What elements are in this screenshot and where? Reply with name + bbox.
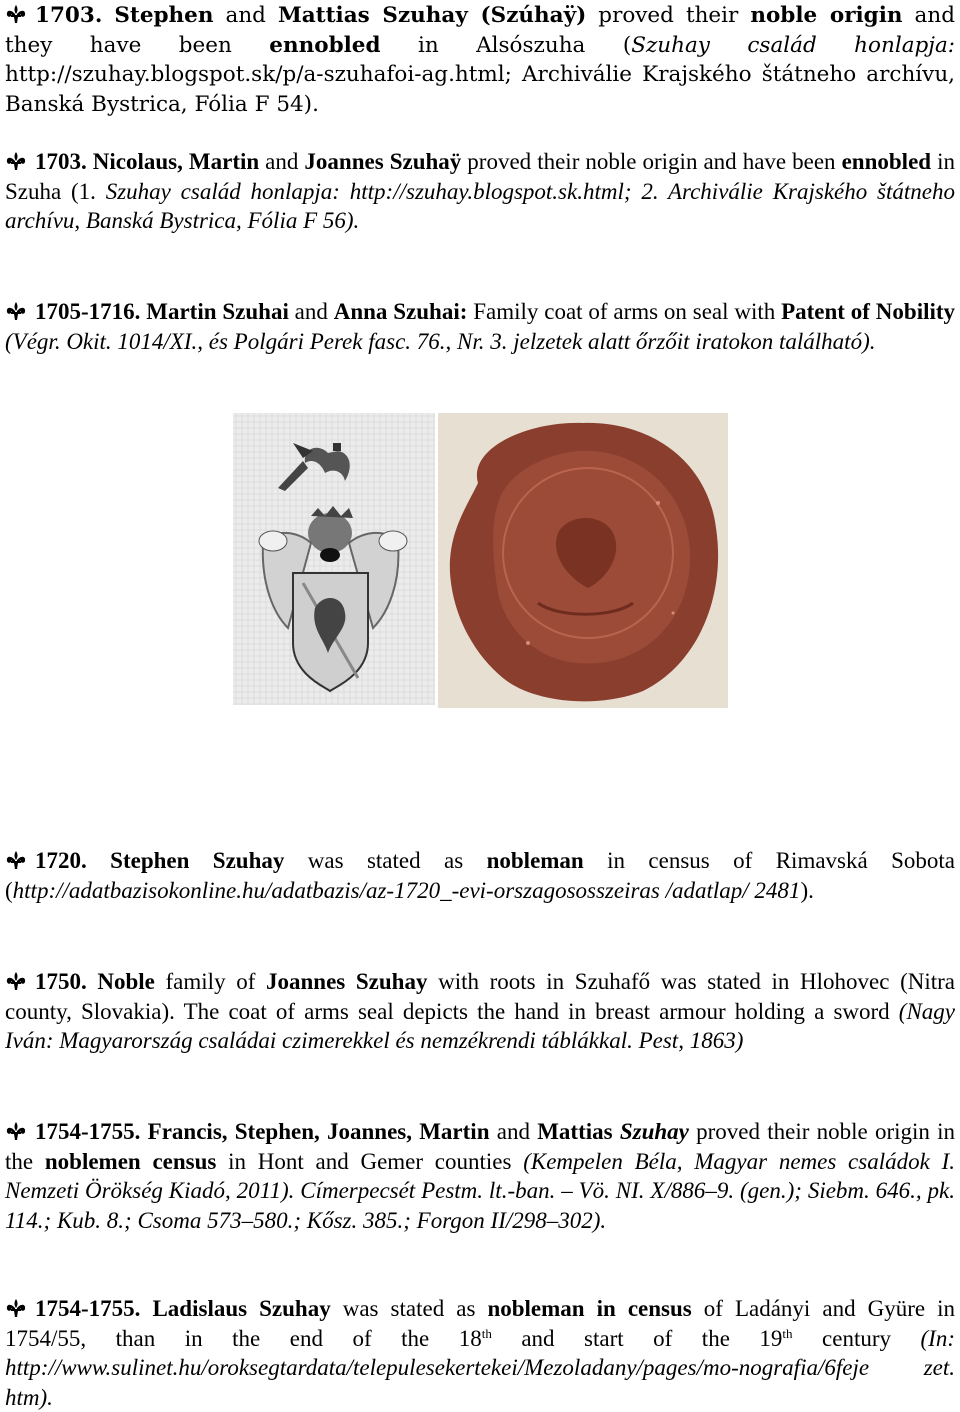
fleur-de-lis-icon	[5, 971, 27, 991]
entry-year: 1705-1716.	[35, 299, 141, 324]
entry-1754-1755-francis: 1754-1755. Francis, Stephen, Joannes, Martin and Mattias Szuhay proved their noble origin in the noblemen census in Hont and Gemer counties (Kempelen Béla, Magyar nemes családok I. Nemzeti Örökség Kiadó, 2011). Címerpecsét Pestm. lt.-ban. – Vö. NI. X/886–9. (gen.); Siebm. 646., pk. 114.; Kub. 8.; Csoma 573–580.; Kősz. 385.; Forgon II/298–302).	[5, 1119, 956, 1233]
entry-year: 1703.	[35, 149, 87, 174]
entry-year: 1720.	[35, 848, 87, 873]
coat-of-arms-figure	[233, 413, 728, 708]
fleur-de-lis-icon	[5, 4, 27, 24]
entry-1703-nicolaus: 1703. Nicolaus, Martin and Joannes Szuhaÿ proved their noble origin and have been ennobled in Szuha (1. Szuhay család honlapja: http://szuhay.blogspot.sk.html; 2. Archiválie Krajského štátneho archívu, Banská Bystrica, Fólia F 56).	[5, 149, 955, 233]
fleur-de-lis-icon	[5, 1298, 27, 1318]
fleur-de-lis-icon	[5, 301, 27, 321]
entry-1750: 1750. Noble family of Joannes Szuhay with roots in Szuhafő was stated in Hlohovec (Nitra county, Slovakia). The coat of arms seal depicts the hand in breast armour holding a sword (Nagy Iván: Magyarország családai czimerekkel és nemzékrendi táblákkal. Pest, 1863)	[5, 969, 955, 1053]
wax-seal-image	[438, 413, 728, 708]
fleur-de-lis-icon	[5, 1121, 27, 1141]
entry-1703-stephen: 1703. Stephen and Mattias Szuhay (Szúhaÿ) proved their noble origin and they have been ennobled in Alsószuha (Szuhay család honlapja: http://szuhay.blogspot.sk/p/a-szuhafoi-ag.html; Archiválie Krajského štátneho archívu, Banská Bystrica, Fólia F 54).	[5, 3, 956, 117]
entry-year: 1754-1755.	[35, 1119, 141, 1144]
entry-1720: 1720. Stephen Szuhay was stated as nobleman in census of Rimavská Sobota (http://adatbazisokonline.hu/adatbazis/az-1720_-evi-orszagososszeiras /adatlap/ 2481).	[5, 848, 956, 903]
fleur-de-lis-icon	[5, 850, 27, 870]
entry-year: 1703.	[35, 3, 103, 28]
entry-year: 1750.	[35, 969, 87, 994]
coat-of-arms-sketch-image	[233, 413, 435, 705]
entry-1705-1716: 1705-1716. Martin Szuhai and Anna Szuhai: Family coat of arms on seal with Patent of Nobility (Végr. Okit. 1014/XI., és Polgári Perek fasc. 76., Nr. 3. jelzetek alatt őrzőit iratokon található).	[5, 299, 956, 354]
entry-year: 1754-1755.	[35, 1296, 141, 1321]
fleur-de-lis-icon	[5, 151, 27, 171]
entry-1754-1755-ladislaus: 1754-1755. Ladislaus Szuhay was stated as nobleman in census of Ladányi and Gyüre in 1754/55, than in the end of the 18th and start of the 19th century (In: http://www.sulinet.hu/oroksegtardata/telepulesekertekei/Mezoladany/pages/mo-nografia/6feje zet. htm).	[5, 1296, 956, 1410]
